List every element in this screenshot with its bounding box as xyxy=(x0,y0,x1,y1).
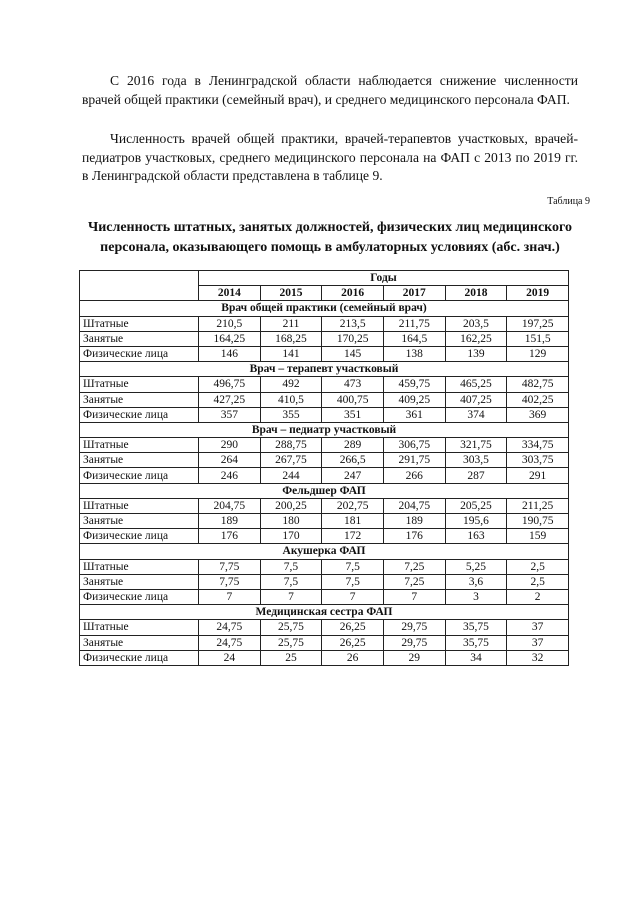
value-cell: 180 xyxy=(260,514,322,529)
value-cell: 204,75 xyxy=(383,498,445,513)
value-cell: 267,75 xyxy=(260,453,322,468)
year-header: 2014 xyxy=(199,286,261,301)
table-row xyxy=(80,559,569,574)
value-cell: 172 xyxy=(322,529,384,544)
value-cell: 410,5 xyxy=(260,392,322,407)
row-label: Занятые xyxy=(80,635,199,650)
value-cell: 170 xyxy=(260,529,322,544)
value-cell: 7,5 xyxy=(322,559,384,574)
value-cell: 492 xyxy=(260,377,322,392)
value-cell: 7,25 xyxy=(383,559,445,574)
section-row xyxy=(80,483,569,498)
value-cell: 26,25 xyxy=(322,635,384,650)
year-header: 2017 xyxy=(383,286,445,301)
value-cell: 168,25 xyxy=(260,331,322,346)
value-cell: 7 xyxy=(199,589,261,604)
value-cell: 164,5 xyxy=(383,331,445,346)
value-cell: 473 xyxy=(322,377,384,392)
table-row xyxy=(80,377,569,392)
paragraph-2: Численность врачей общей практики, врачей-терапевтов участковых, врачей-педиатров участковых, среднего медицинского персонала на ФАП с 2013 по 2019 гг. в Ленинградской области представлена в таблице 9. xyxy=(82,131,578,183)
table-row xyxy=(80,316,569,331)
value-cell: 2 xyxy=(507,589,569,604)
value-cell: 35,75 xyxy=(445,635,507,650)
value-cell: 24 xyxy=(199,650,261,665)
section-title: Медицинская сестра ФАП xyxy=(80,605,569,620)
row-label: Штатные xyxy=(80,620,199,635)
value-cell: 266,5 xyxy=(322,453,384,468)
table-row xyxy=(80,392,569,407)
value-cell: 7 xyxy=(260,589,322,604)
value-cell: 24,75 xyxy=(199,620,261,635)
value-cell: 369 xyxy=(507,407,569,422)
table-row xyxy=(80,635,569,650)
value-cell: 7 xyxy=(322,589,384,604)
value-cell: 145 xyxy=(322,346,384,361)
value-cell: 163 xyxy=(445,529,507,544)
section-row xyxy=(80,544,569,559)
value-cell: 287 xyxy=(445,468,507,483)
table-row xyxy=(80,438,569,453)
row-label: Физические лица xyxy=(80,650,199,665)
value-cell: 197,25 xyxy=(507,316,569,331)
value-cell: 159 xyxy=(507,529,569,544)
value-cell: 289 xyxy=(322,438,384,453)
value-cell: 402,25 xyxy=(507,392,569,407)
year-header: 2016 xyxy=(322,286,384,301)
value-cell: 247 xyxy=(322,468,384,483)
value-cell: 266 xyxy=(383,468,445,483)
table-row xyxy=(80,514,569,529)
value-cell: 35,75 xyxy=(445,620,507,635)
value-cell: 7,75 xyxy=(199,574,261,589)
value-cell: 2,5 xyxy=(507,559,569,574)
section-title: Врач – терапевт участковый xyxy=(80,362,569,377)
value-cell: 200,25 xyxy=(260,498,322,513)
value-cell: 162,25 xyxy=(445,331,507,346)
section-row xyxy=(80,362,569,377)
value-cell: 189 xyxy=(199,514,261,529)
value-cell: 32 xyxy=(507,650,569,665)
value-cell: 374 xyxy=(445,407,507,422)
value-cell: 7,5 xyxy=(322,574,384,589)
value-cell: 205,25 xyxy=(445,498,507,513)
table-row xyxy=(80,331,569,346)
table-title xyxy=(60,218,600,258)
value-cell: 357 xyxy=(199,407,261,422)
value-cell: 202,75 xyxy=(322,498,384,513)
table-row xyxy=(80,453,569,468)
value-cell: 290 xyxy=(199,438,261,453)
value-cell: 7,5 xyxy=(260,574,322,589)
value-cell: 37 xyxy=(507,620,569,635)
value-cell: 26 xyxy=(322,650,384,665)
value-cell: 139 xyxy=(445,346,507,361)
year-header: 2018 xyxy=(445,286,507,301)
value-cell: 211 xyxy=(260,316,322,331)
value-cell: 246 xyxy=(199,468,261,483)
table-row xyxy=(80,650,569,665)
value-cell: 400,75 xyxy=(322,392,384,407)
value-cell: 26,25 xyxy=(322,620,384,635)
years-header: Годы xyxy=(199,271,569,286)
table-caption: Таблица 9 xyxy=(547,196,590,207)
row-label: Штатные xyxy=(80,498,199,513)
value-cell: 29 xyxy=(383,650,445,665)
year-header: 2015 xyxy=(260,286,322,301)
value-cell: 204,75 xyxy=(199,498,261,513)
row-label: Занятые xyxy=(80,453,199,468)
row-label: Физические лица xyxy=(80,529,199,544)
section-title: Врач общей практики (семейный врач) xyxy=(80,301,569,316)
value-cell: 303,75 xyxy=(507,453,569,468)
header-empty-cell xyxy=(80,271,199,301)
staffing-table xyxy=(79,270,569,666)
value-cell: 264 xyxy=(199,453,261,468)
value-cell: 25,75 xyxy=(260,620,322,635)
value-cell: 291 xyxy=(507,468,569,483)
row-label: Физические лица xyxy=(80,589,199,604)
section-row xyxy=(80,605,569,620)
value-cell: 409,25 xyxy=(383,392,445,407)
value-cell: 210,5 xyxy=(199,316,261,331)
table-row xyxy=(80,589,569,604)
value-cell: 211,75 xyxy=(383,316,445,331)
row-label: Штатные xyxy=(80,377,199,392)
table-row xyxy=(80,620,569,635)
value-cell: 189 xyxy=(383,514,445,529)
value-cell: 2,5 xyxy=(507,574,569,589)
value-cell: 146 xyxy=(199,346,261,361)
value-cell: 138 xyxy=(383,346,445,361)
value-cell: 407,25 xyxy=(445,392,507,407)
value-cell: 291,75 xyxy=(383,453,445,468)
value-cell: 181 xyxy=(322,514,384,529)
value-cell: 190,75 xyxy=(507,514,569,529)
section-row xyxy=(80,422,569,437)
row-label: Занятые xyxy=(80,331,199,346)
value-cell: 129 xyxy=(507,346,569,361)
value-cell: 7,75 xyxy=(199,559,261,574)
value-cell: 427,25 xyxy=(199,392,261,407)
value-cell: 355 xyxy=(260,407,322,422)
table-title-line: персонала, оказывающего помощь в амбулаторных условиях (абс. знач.) xyxy=(100,240,560,255)
value-cell: 195,6 xyxy=(445,514,507,529)
value-cell: 151,5 xyxy=(507,331,569,346)
value-cell: 211,25 xyxy=(507,498,569,513)
value-cell: 164,25 xyxy=(199,331,261,346)
row-label: Штатные xyxy=(80,438,199,453)
value-cell: 496,75 xyxy=(199,377,261,392)
value-cell: 465,25 xyxy=(445,377,507,392)
value-cell: 361 xyxy=(383,407,445,422)
value-cell: 7,5 xyxy=(260,559,322,574)
row-label: Физические лица xyxy=(80,468,199,483)
value-cell: 306,75 xyxy=(383,438,445,453)
row-label: Штатные xyxy=(80,559,199,574)
value-cell: 482,75 xyxy=(507,377,569,392)
section-title: Акушерка ФАП xyxy=(80,544,569,559)
value-cell: 7 xyxy=(383,589,445,604)
row-label: Занятые xyxy=(80,574,199,589)
value-cell: 25 xyxy=(260,650,322,665)
value-cell: 351 xyxy=(322,407,384,422)
value-cell: 176 xyxy=(383,529,445,544)
year-header: 2019 xyxy=(507,286,569,301)
table-row xyxy=(80,468,569,483)
table-row xyxy=(80,529,569,544)
value-cell: 213,5 xyxy=(322,316,384,331)
value-cell: 24,75 xyxy=(199,635,261,650)
value-cell: 29,75 xyxy=(383,620,445,635)
value-cell: 288,75 xyxy=(260,438,322,453)
table-row xyxy=(80,498,569,513)
section-title: Врач – педиатр участковый xyxy=(80,422,569,437)
value-cell: 37 xyxy=(507,635,569,650)
value-cell: 7,25 xyxy=(383,574,445,589)
value-cell: 29,75 xyxy=(383,635,445,650)
row-label: Физические лица xyxy=(80,407,199,422)
section-title: Фельдшер ФАП xyxy=(80,483,569,498)
table-row xyxy=(80,346,569,361)
row-label: Занятые xyxy=(80,514,199,529)
value-cell: 176 xyxy=(199,529,261,544)
value-cell: 459,75 xyxy=(383,377,445,392)
value-cell: 170,25 xyxy=(322,331,384,346)
value-cell: 34 xyxy=(445,650,507,665)
value-cell: 141 xyxy=(260,346,322,361)
value-cell: 3,6 xyxy=(445,574,507,589)
row-label: Физические лица xyxy=(80,346,199,361)
table-title-line: Численность штатных, занятых должностей, физических лиц медицинского xyxy=(87,220,573,235)
table-row xyxy=(80,574,569,589)
table-row xyxy=(80,407,569,422)
value-cell: 334,75 xyxy=(507,438,569,453)
row-label: Штатные xyxy=(80,316,199,331)
value-cell: 25,75 xyxy=(260,635,322,650)
section-row xyxy=(80,301,569,316)
value-cell: 321,75 xyxy=(445,438,507,453)
value-cell: 3 xyxy=(445,589,507,604)
value-cell: 203,5 xyxy=(445,316,507,331)
value-cell: 244 xyxy=(260,468,322,483)
header-row xyxy=(80,271,569,286)
row-label: Занятые xyxy=(80,392,199,407)
value-cell: 5,25 xyxy=(445,559,507,574)
value-cell: 303,5 xyxy=(445,453,507,468)
paragraph-1: С 2016 года в Ленинградской области наблюдается снижение численности врачей общей практики (семейный врач), и среднего медицинского персонала ФАП. xyxy=(82,73,578,107)
